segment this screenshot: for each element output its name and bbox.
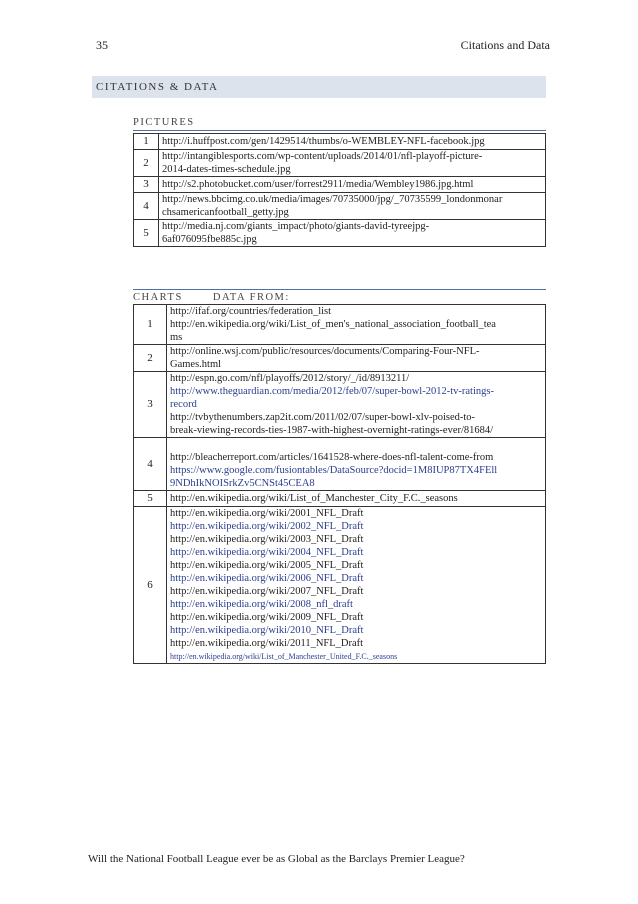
table-row (134, 305, 546, 345)
source-url-cell (167, 507, 546, 664)
page-footer: Will the National Football League ever be as Global as the Barclays Premier League? (88, 853, 465, 865)
section-title: CITATIONS & DATA (92, 76, 546, 98)
table-row (134, 134, 546, 150)
source-url-cell (167, 438, 546, 491)
charts-heading-label: CHARTS (133, 292, 183, 303)
row-number: 3 (134, 177, 159, 193)
row-number: 5 (134, 491, 167, 507)
url-line[interactable]: http://espn.go.com/nfl/playoffs/2012/story/_/id/8913211/ (170, 373, 410, 384)
url-line[interactable]: http://en.wikipedia.org/wiki/2008_nfl_draft (170, 599, 353, 610)
table-row (134, 507, 546, 664)
url-line[interactable]: http://ifaf.org/countries/federation_list (170, 306, 332, 317)
table-row (134, 372, 546, 438)
running-header-title: Citations and Data (460, 38, 550, 52)
source-url-cell (167, 372, 546, 438)
url-line[interactable]: http://online.wsj.com/public/resources/documents/Comparing-Four-NFL- (170, 346, 480, 357)
url-line[interactable]: http://en.wikipedia.org/wiki/2010_NFL_Draft (170, 625, 364, 636)
url-line[interactable]: http://en.wikipedia.org/wiki/2003_NFL_Draft (170, 534, 364, 545)
table-row (134, 220, 546, 247)
url-line[interactable]: http://en.wikipedia.org/wiki/List_of_Manchester_City_F.C._seasons (170, 493, 458, 504)
url-line[interactable]: http://intangiblesports.com/wp-content/uploads/2014/01/nfl-playoff-picture- (162, 151, 483, 162)
url-line[interactable]: break-viewing-records-ties-1987-with-highest-overnight-ratings-ever/81684/ (170, 425, 494, 436)
url-line[interactable]: 6af076095fbe885c.jpg (162, 234, 257, 245)
url-line[interactable]: http://news.bbcimg.co.uk/media/images/70735000/jpg/_70735599_londonmonar (162, 194, 503, 205)
pictures-heading: PICTURES (133, 117, 546, 131)
row-number: 5 (134, 220, 159, 247)
row-number: 4 (134, 193, 159, 220)
url-line[interactable]: http://en.wikipedia.org/wiki/List_of_men's_national_association_football_tea (170, 319, 496, 330)
page-number: 35 (96, 38, 108, 52)
url-line[interactable]: ms (170, 332, 183, 343)
data-from-heading-label: DATA FROM: (212, 292, 290, 303)
url-line[interactable]: http://en.wikipedia.org/wiki/2006_NFL_Draft (170, 573, 364, 584)
source-url-cell (167, 305, 546, 345)
picture-url-cell (159, 177, 546, 193)
table-row (134, 438, 546, 491)
row-number: 2 (134, 345, 167, 372)
url-line[interactable]: 9NDhIkNOISrkZv5CNSt45CEA8 (170, 478, 315, 489)
url-line[interactable]: 2014-dates-times-schedule.jpg (162, 164, 291, 175)
row-number: 1 (134, 305, 167, 345)
charts-heading (133, 289, 546, 303)
url-line[interactable]: record (170, 399, 197, 410)
url-line[interactable]: http://en.wikipedia.org/wiki/2011_NFL_Draft (170, 638, 364, 649)
row-number: 3 (134, 372, 167, 438)
picture-url-cell (159, 134, 546, 150)
charts-table (133, 304, 546, 664)
table-row (134, 345, 546, 372)
url-line[interactable]: http://en.wikipedia.org/wiki/List_of_Manchester_United_F.C._seasons (170, 652, 398, 661)
table-row (134, 193, 546, 220)
table-row (134, 491, 546, 507)
url-line[interactable]: chsamericanfootball_getty.jpg (162, 207, 289, 218)
pictures-table (133, 133, 546, 247)
url-line[interactable]: http://tvbythenumbers.zap2it.com/2011/02/07/super-bowl-xlv-poised-to- (170, 412, 476, 423)
row-number: 4 (134, 438, 167, 491)
url-line[interactable]: https://www.google.com/fusiontables/DataSource?docid=1M8IUP87TX4FEll (170, 465, 498, 476)
url-line[interactable]: http://s2.photobucket.com/user/forrest2911/media/Wembley1986.jpg.html (162, 179, 474, 190)
url-line[interactable]: Games.html (170, 359, 222, 370)
picture-url-cell (159, 220, 546, 247)
picture-url-cell (159, 150, 546, 177)
url-line[interactable]: http://media.nj.com/giants_impact/photo/giants-david-tyreejpg- (162, 221, 430, 232)
picture-url-cell (159, 193, 546, 220)
table-row (134, 150, 546, 177)
url-line[interactable]: http://en.wikipedia.org/wiki/2005_NFL_Draft (170, 560, 364, 571)
url-line[interactable]: http://i.huffpost.com/gen/1429514/thumbs/o-WEMBLEY-NFL-facebook.jpg (162, 136, 485, 147)
url-line[interactable]: http://bleacherreport.com/articles/1641528-where-does-nfl-talent-come-from (170, 452, 494, 463)
url-line[interactable]: http://www.theguardian.com/media/2012/feb/07/super-bowl-2012-tv-ratings- (170, 386, 494, 397)
url-line[interactable]: http://en.wikipedia.org/wiki/2009_NFL_Draft (170, 612, 364, 623)
url-line[interactable]: http://en.wikipedia.org/wiki/2004_NFL_Draft (170, 547, 364, 558)
row-number: 1 (134, 134, 159, 150)
url-line[interactable]: http://en.wikipedia.org/wiki/2007_NFL_Draft (170, 586, 364, 597)
url-line[interactable]: http://en.wikipedia.org/wiki/2001_NFL_Draft (170, 508, 364, 519)
row-number: 2 (134, 150, 159, 177)
table-row (134, 177, 546, 193)
row-number: 6 (134, 507, 167, 664)
source-url-cell (167, 345, 546, 372)
source-url-cell (167, 491, 546, 507)
url-line[interactable]: http://en.wikipedia.org/wiki/2002_NFL_Draft (170, 521, 364, 532)
